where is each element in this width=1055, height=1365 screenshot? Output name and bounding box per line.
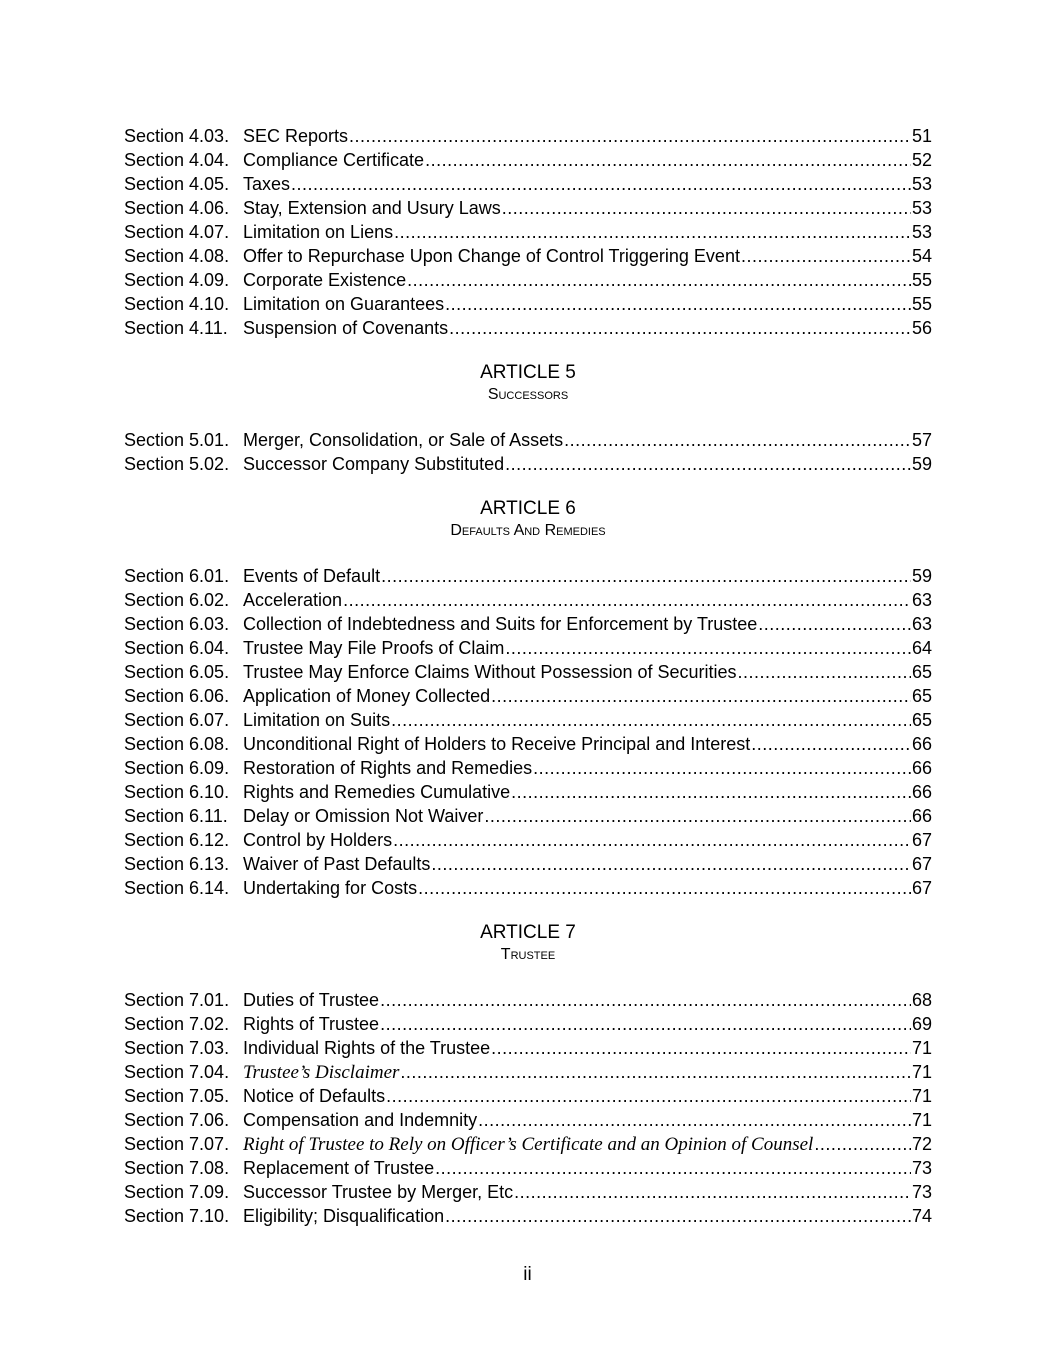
toc-entry [124, 660, 932, 684]
section-number: Section 4.05. [124, 174, 230, 194]
section-number: Section 4.08. [124, 246, 230, 266]
section-page-number: 65 [911, 710, 932, 730]
toc-entry [124, 148, 932, 172]
section-number: Section 6.06. [124, 686, 230, 706]
section-title: Compliance Certificate [243, 150, 425, 170]
section-page-number: 53 [911, 222, 932, 242]
dot-leader [394, 220, 911, 244]
section-title: Undertaking for Costs [243, 878, 418, 898]
section-page-number: 71 [911, 1086, 932, 1106]
section-title: Stay, Extension and Usury Laws [243, 198, 501, 218]
dot-leader [491, 1036, 911, 1060]
section-title: Offer to Repurchase Upon Change of Control Triggering Event [243, 246, 740, 266]
dot-leader [751, 732, 911, 756]
section-title: Eligibility; Disqualification [243, 1206, 445, 1226]
table-of-contents [124, 124, 932, 1228]
section-title: Trustee May File Proofs of Claim [243, 638, 505, 658]
toc-entry [124, 804, 932, 828]
dot-leader [449, 316, 911, 340]
toc-entry [124, 1204, 932, 1228]
section-number: Section 4.03. [124, 126, 230, 146]
section-page-number: 71 [911, 1038, 932, 1058]
toc-entry [124, 828, 932, 852]
section-number: Section 5.01. [124, 430, 230, 450]
dot-leader [533, 756, 911, 780]
section-number: Section 6.05. [124, 662, 230, 682]
section-page-number: 55 [911, 270, 932, 290]
section-number: Section 6.11. [124, 806, 228, 826]
dot-leader [491, 684, 911, 708]
article-heading [124, 921, 932, 966]
section-number: Section 6.02. [124, 590, 230, 610]
dot-leader [400, 1060, 911, 1084]
section-title: Successor Company Substituted [243, 454, 505, 474]
section-page-number: 73 [911, 1182, 932, 1202]
section-title: Successor Trustee by Merger, Etc [243, 1182, 514, 1202]
section-number: Section 4.04. [124, 150, 230, 170]
section-number: Section 7.03. [124, 1038, 230, 1058]
section-page-number: 54 [911, 246, 932, 266]
section-page-number: 64 [911, 638, 932, 658]
toc-entry [124, 1060, 932, 1084]
section-page-number: 74 [911, 1206, 932, 1226]
dot-leader [505, 452, 911, 476]
toc-entry [124, 852, 932, 876]
toc-entry [124, 196, 932, 220]
section-title: Trustee May Enforce Claims Without Possession of Securities [243, 662, 737, 682]
section-number: Section 6.14. [124, 878, 230, 898]
toc-entry [124, 708, 932, 732]
section-number: Section 4.11. [124, 318, 228, 338]
dot-leader [425, 148, 911, 172]
section-number: Section 7.09. [124, 1182, 230, 1202]
section-page-number: 52 [911, 150, 932, 170]
section-number: Section 4.09. [124, 270, 230, 290]
section-title: Limitation on Suits [243, 710, 391, 730]
section-page-number: 68 [911, 990, 932, 1010]
section-number: Section 7.01. [124, 990, 230, 1010]
dot-leader [407, 268, 911, 292]
section-page-number: 53 [911, 198, 932, 218]
toc-entry [124, 588, 932, 612]
section-number: Section 6.09. [124, 758, 230, 778]
toc-entry [124, 684, 932, 708]
dot-leader [502, 196, 911, 220]
article-title: Defaults And Remedies [450, 522, 606, 539]
toc-entry [124, 1132, 932, 1156]
toc-entry [124, 452, 932, 476]
section-number: Section 7.08. [124, 1158, 230, 1178]
section-number: Section 6.12. [124, 830, 230, 850]
toc-entry [124, 124, 932, 148]
section-number: Section 7.10. [124, 1206, 230, 1226]
dot-leader [814, 1132, 911, 1156]
toc-entry [124, 876, 932, 900]
dot-leader [349, 124, 911, 148]
page-number: ii [523, 1264, 532, 1285]
dot-leader [445, 1204, 911, 1228]
toc-entry [124, 244, 932, 268]
section-number: Section 7.05. [124, 1086, 230, 1106]
toc-entry [124, 292, 932, 316]
toc-entry [124, 1036, 932, 1060]
section-title: Waiver of Past Defaults [243, 854, 431, 874]
dot-leader [741, 244, 911, 268]
section-page-number: 57 [911, 430, 932, 450]
dot-leader [391, 708, 911, 732]
dot-leader [564, 428, 911, 452]
section-title: Right of Trustee to Rely on Officer’s Certificate and an Opinion of Counsel [243, 1134, 814, 1155]
section-title: Trustee’s Disclaimer [243, 1062, 400, 1083]
section-number: Section 6.08. [124, 734, 230, 754]
section-title: Restoration of Rights and Remedies [243, 758, 533, 778]
section-number: Section 4.06. [124, 198, 230, 218]
section-page-number: 69 [911, 1014, 932, 1034]
dot-leader [478, 1108, 911, 1132]
toc-entry [124, 220, 932, 244]
dot-leader [431, 852, 911, 876]
section-page-number: 66 [911, 806, 932, 826]
toc-entry [124, 268, 932, 292]
section-title: Notice of Defaults [243, 1086, 386, 1106]
section-number: Section 5.02. [124, 454, 230, 474]
section-title: Collection of Indebtedness and Suits for Enforcement by Trustee [243, 614, 758, 634]
dot-leader [445, 292, 911, 316]
section-number: Section 4.10. [124, 294, 230, 314]
section-title: Control by Holders [243, 830, 393, 850]
toc-entry [124, 172, 932, 196]
toc-entry [124, 988, 932, 1012]
toc-entry [124, 316, 932, 340]
toc-entry [124, 564, 932, 588]
toc-entry [124, 1012, 932, 1036]
section-number: Section 6.07. [124, 710, 230, 730]
section-page-number: 51 [911, 126, 932, 146]
section-title: Unconditional Right of Holders to Receive Principal and Interest [243, 734, 751, 754]
dot-leader [393, 828, 911, 852]
section-page-number: 66 [911, 782, 932, 802]
section-page-number: 63 [911, 590, 932, 610]
dot-leader [380, 988, 911, 1012]
section-title: Limitation on Liens [243, 222, 394, 242]
section-page-number: 67 [911, 854, 932, 874]
article-number: ARTICLE 6 [480, 498, 576, 519]
section-page-number: 67 [911, 830, 932, 850]
dot-leader [738, 660, 911, 684]
dot-leader [291, 172, 911, 196]
section-title: Corporate Existence [243, 270, 407, 290]
section-number: Section 7.02. [124, 1014, 230, 1034]
section-page-number: 59 [911, 566, 932, 586]
toc-entry [124, 428, 932, 452]
section-page-number: 53 [911, 174, 932, 194]
section-page-number: 66 [911, 758, 932, 778]
section-title: Suspension of Covenants [243, 318, 449, 338]
section-title: Rights of Trustee [243, 1014, 380, 1034]
section-page-number: 72 [911, 1134, 932, 1154]
toc-entry [124, 732, 932, 756]
section-number: Section 6.13. [124, 854, 230, 874]
section-page-number: 66 [911, 734, 932, 754]
section-page-number: 73 [911, 1158, 932, 1178]
dot-leader [758, 612, 911, 636]
section-number: Section 7.06. [124, 1110, 230, 1130]
dot-leader [343, 588, 911, 612]
toc-entry [124, 1180, 932, 1204]
section-number: Section 4.07. [124, 222, 230, 242]
section-page-number: 63 [911, 614, 932, 634]
dot-leader [380, 1012, 911, 1036]
section-title: Acceleration [243, 590, 343, 610]
section-page-number: 67 [911, 878, 932, 898]
dot-leader [435, 1156, 911, 1180]
dot-leader [505, 636, 911, 660]
dot-leader [514, 1180, 911, 1204]
section-title: SEC Reports [243, 126, 349, 146]
toc-entry [124, 1084, 932, 1108]
dot-leader [381, 564, 911, 588]
toc-entry [124, 756, 932, 780]
article-title: Successors [487, 386, 569, 403]
section-page-number: 71 [911, 1110, 932, 1130]
article-title: Trustee [500, 946, 556, 963]
section-number: Section 7.07. [124, 1134, 230, 1154]
toc-entry [124, 1156, 932, 1180]
section-number: Section 7.04. [124, 1062, 230, 1082]
section-number: Section 6.01. [124, 566, 230, 586]
section-title: Duties of Trustee [243, 990, 380, 1010]
section-number: Section 6.04. [124, 638, 230, 658]
article-heading [124, 497, 932, 542]
dot-leader [484, 804, 911, 828]
section-number: Section 6.03. [124, 614, 230, 634]
dot-leader [418, 876, 911, 900]
section-title: Individual Rights of the Trustee [243, 1038, 491, 1058]
toc-entry [124, 636, 932, 660]
toc-entry [124, 612, 932, 636]
section-page-number: 59 [911, 454, 932, 474]
section-title: Replacement of Trustee [243, 1158, 435, 1178]
section-page-number: 71 [911, 1062, 932, 1082]
section-title: Limitation on Guarantees [243, 294, 445, 314]
toc-entry [124, 780, 932, 804]
section-title: Merger, Consolidation, or Sale of Assets [243, 430, 564, 450]
section-title: Application of Money Collected [243, 686, 491, 706]
toc-entry [124, 1108, 932, 1132]
section-title: Compensation and Indemnity [243, 1110, 478, 1130]
section-title: Taxes [243, 174, 291, 194]
dot-leader [386, 1084, 911, 1108]
section-title: Events of Default [243, 566, 381, 586]
article-heading [124, 361, 932, 406]
section-page-number: 56 [911, 318, 932, 338]
section-title: Delay or Omission Not Waiver [243, 806, 484, 826]
article-number: ARTICLE 5 [480, 362, 576, 383]
article-number: ARTICLE 7 [480, 922, 576, 943]
section-page-number: 65 [911, 662, 932, 682]
section-page-number: 55 [911, 294, 932, 314]
dot-leader [511, 780, 911, 804]
section-title: Rights and Remedies Cumulative [243, 782, 511, 802]
section-number: Section 6.10. [124, 782, 230, 802]
section-page-number: 65 [911, 686, 932, 706]
